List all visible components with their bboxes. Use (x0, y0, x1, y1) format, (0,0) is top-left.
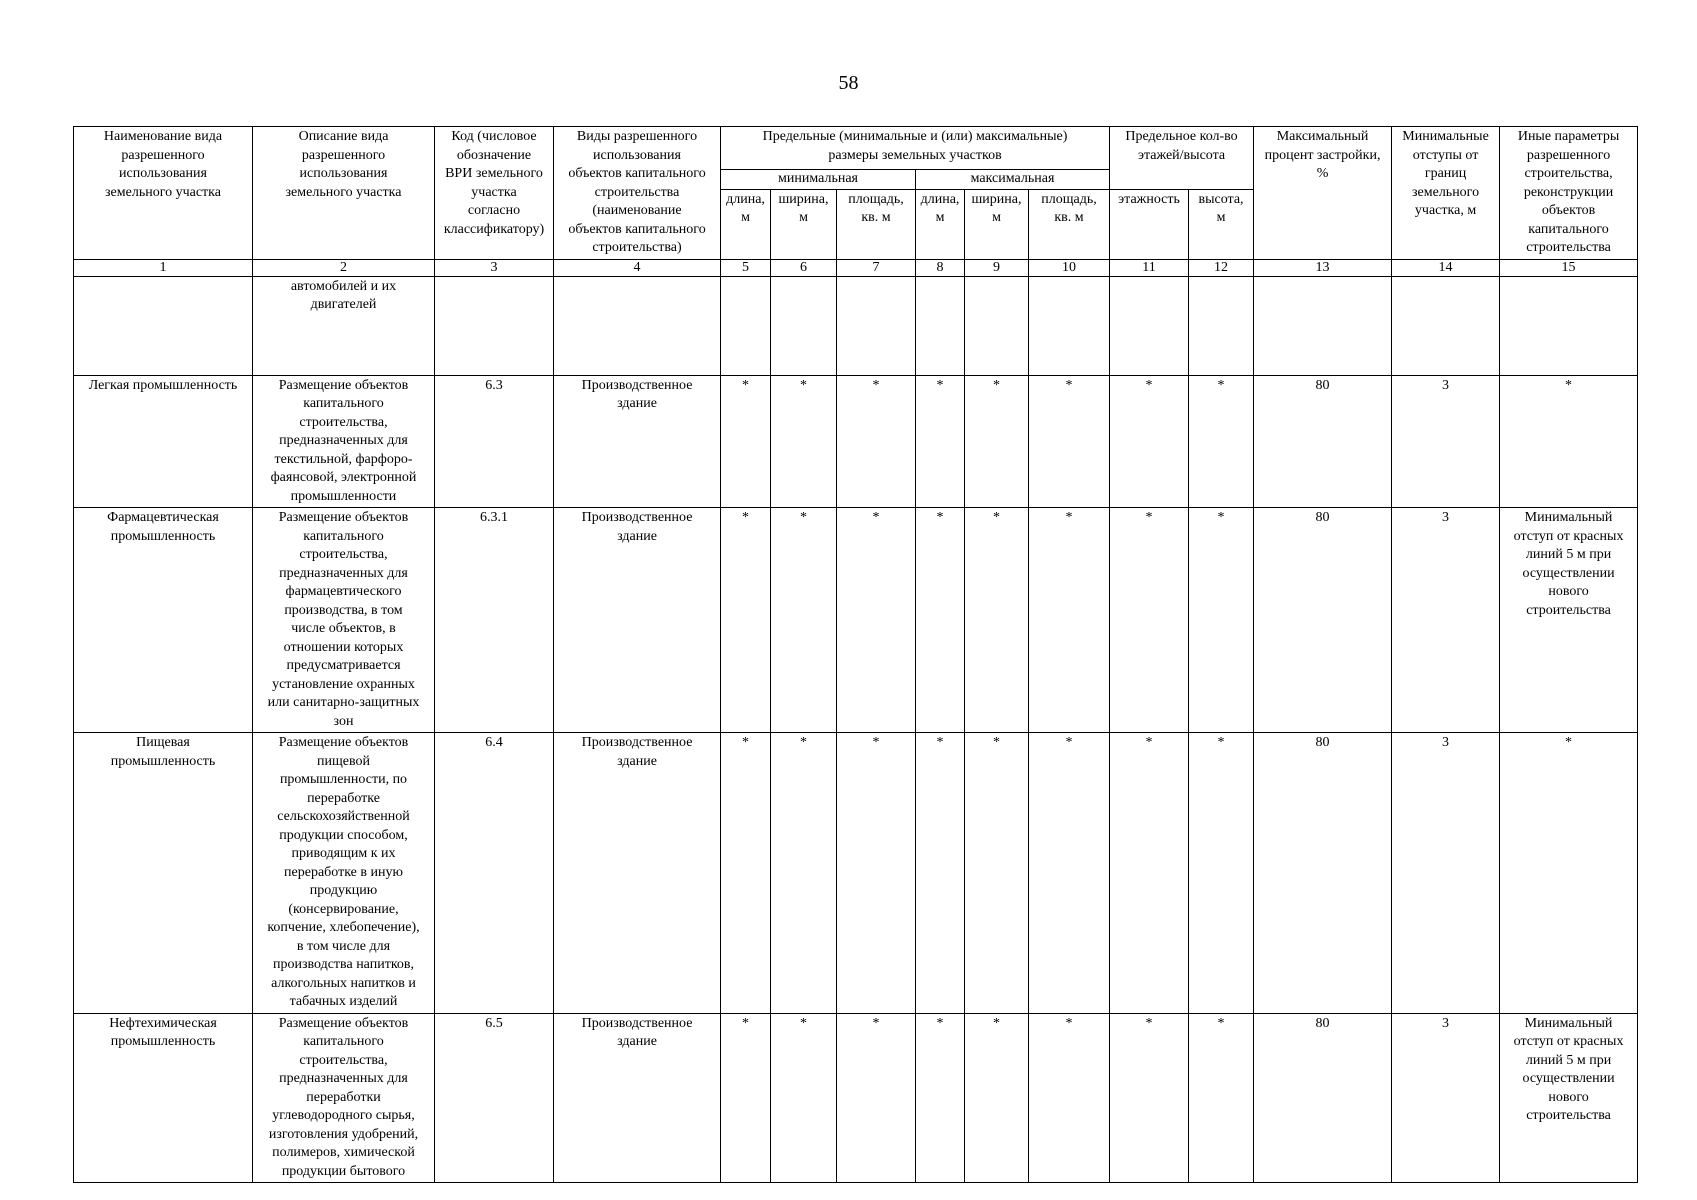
header-min-setbacks: Минимальные отступы от границ земельного участка, м (1392, 127, 1500, 260)
header-max-width: ширина, м (965, 189, 1029, 259)
cell-description: автомобилей и их двигателей (253, 276, 435, 375)
cell-min-area: * (837, 508, 916, 733)
header-maximum: максимальная (916, 169, 1110, 189)
cell-description: Размещение объектов капитального строительства, предназначенных для переработки углеводородного сырья, изготовления удобрений, полимеров, химической продукции бытового (253, 1013, 435, 1183)
header-floors: этажность (1110, 189, 1189, 259)
cell-name: Нефтехимическая промышленность (74, 1013, 253, 1183)
zoning-table (73, 126, 1638, 1183)
cell-name: Пищевая промышленность (74, 733, 253, 1014)
cell-max-area: * (1029, 375, 1110, 508)
header-building-types: Виды разрешенного использования объектов капитального строительства (наименование объектов капитального строительства) (554, 127, 721, 260)
header-min-area: площадь, кв. м (837, 189, 916, 259)
column-number: 15 (1500, 259, 1638, 276)
cell-min-area: * (837, 1013, 916, 1183)
cell-coverage: 80 (1254, 733, 1392, 1014)
cell-setback: 3 (1392, 1013, 1500, 1183)
cell-setback: 3 (1392, 733, 1500, 1014)
cell-max-area: * (1029, 508, 1110, 733)
cell-floors: * (1110, 733, 1189, 1014)
cell-max-width: * (965, 375, 1029, 508)
table-row (74, 733, 1638, 1014)
cell-max-width: * (965, 508, 1029, 733)
column-number: 10 (1029, 259, 1110, 276)
column-number: 14 (1392, 259, 1500, 276)
cell-max-area: * (1029, 733, 1110, 1014)
cell-max-length: * (916, 508, 965, 733)
table-row-continuation (74, 276, 1638, 375)
cell-max-length: * (916, 733, 965, 1014)
cell-other: Минимальный отступ от красных линий 5 м при осуществлении нового строительства (1500, 1013, 1638, 1183)
header-code: Код (числовое обозначение ВРИ земельного участка согласно классификатору) (435, 127, 554, 260)
cell-min-length: * (721, 1013, 771, 1183)
column-number: 12 (1189, 259, 1254, 276)
page-number: 58 (838, 72, 859, 94)
cell-min-width: * (771, 1013, 837, 1183)
cell-name: Фармацевтическая промышленность (74, 508, 253, 733)
column-number: 9 (965, 259, 1029, 276)
cell-floors: * (1110, 508, 1189, 733)
cell-coverage: 80 (1254, 375, 1392, 508)
cell-code: 6.4 (435, 733, 554, 1014)
header-other-params: Иные параметры разрешенного строительства, реконструкции объектов капитального строительства (1500, 127, 1638, 260)
cell-description: Размещение объектов капитального строительства, предназначенных для фармацевтического производства, в том числе объектов, в отношении которых предусматривается установление охранных или санитарно-защитных зон (253, 508, 435, 733)
column-number: 5 (721, 259, 771, 276)
column-number: 3 (435, 259, 554, 276)
table-row (74, 508, 1638, 733)
header-min-width: ширина, м (771, 189, 837, 259)
cell-height: * (1189, 733, 1254, 1014)
cell-max-length: * (916, 1013, 965, 1183)
table-row (74, 375, 1638, 508)
cell-max-area: * (1029, 1013, 1110, 1183)
cell-floors: * (1110, 1013, 1189, 1183)
cell-height: * (1189, 508, 1254, 733)
column-number: 6 (771, 259, 837, 276)
cell-description: Размещение объектов пищевой промышленности, по переработке сельскохозяйственной продукции способом, приводящим к их переработке в иную продукцию (консервирование, копчение, хлебопечение), в том числе для производства напитков, алкогольных напитков и табачных изделий (253, 733, 435, 1014)
column-number: 2 (253, 259, 435, 276)
cell-min-length: * (721, 375, 771, 508)
cell-building: Производственное здание (554, 508, 721, 733)
header-min-length: длина, м (721, 189, 771, 259)
header-land-use-description: Описание вида разрешенного использования земельного участка (253, 127, 435, 260)
header-plot-size-limits: Предельные (минимальные и (или) максимальные) размеры земельных участков (721, 127, 1110, 170)
cell-max-width: * (965, 733, 1029, 1014)
cell-name (74, 276, 253, 375)
cell-name: Легкая промышленность (74, 375, 253, 508)
cell-setback: 3 (1392, 375, 1500, 508)
cell-building: Производственное здание (554, 733, 721, 1014)
cell-height: * (1189, 1013, 1254, 1183)
cell-code: 6.3 (435, 375, 554, 508)
cell-setback: 3 (1392, 508, 1500, 733)
header-height: высота, м (1189, 189, 1254, 259)
header-minimum: минимальная (721, 169, 916, 189)
cell-description: Размещение объектов капитального строительства, предназначенных для текстильной, фарфоро- фаянсовой, электронной промышленности (253, 375, 435, 508)
cell-min-width: * (771, 733, 837, 1014)
cell-other: * (1500, 733, 1638, 1014)
header-floors-height: Предельное кол-во этажей/высота (1110, 127, 1254, 190)
cell-other: Минимальный отступ от красных линий 5 м при осуществлении нового строительства (1500, 508, 1638, 733)
column-number: 13 (1254, 259, 1392, 276)
cell-code: 6.3.1 (435, 508, 554, 733)
column-number: 7 (837, 259, 916, 276)
table-row (74, 1013, 1638, 1183)
cell-min-width: * (771, 375, 837, 508)
cell-max-width: * (965, 1013, 1029, 1183)
header-land-use-name: Наименование вида разрешенного использования земельного участка (74, 127, 253, 260)
header-max-area: площадь, кв. м (1029, 189, 1110, 259)
cell-building: Производственное здание (554, 375, 721, 508)
cell-height: * (1189, 375, 1254, 508)
cell-min-width: * (771, 508, 837, 733)
cell-min-area: * (837, 375, 916, 508)
cell-code: 6.5 (435, 1013, 554, 1183)
header-max-coverage: Максимальный процент застройки, % (1254, 127, 1392, 260)
column-number: 1 (74, 259, 253, 276)
cell-floors: * (1110, 375, 1189, 508)
column-number: 8 (916, 259, 965, 276)
cell-other: * (1500, 375, 1638, 508)
header-max-length: длина, м (916, 189, 965, 259)
cell-min-length: * (721, 733, 771, 1014)
column-number: 11 (1110, 259, 1189, 276)
cell-min-area: * (837, 733, 916, 1014)
cell-coverage: 80 (1254, 508, 1392, 733)
cell-max-length: * (916, 375, 965, 508)
column-number: 4 (554, 259, 721, 276)
column-number-row (74, 259, 1638, 276)
cell-coverage: 80 (1254, 1013, 1392, 1183)
cell-building: Производственное здание (554, 1013, 721, 1183)
cell-min-length: * (721, 508, 771, 733)
